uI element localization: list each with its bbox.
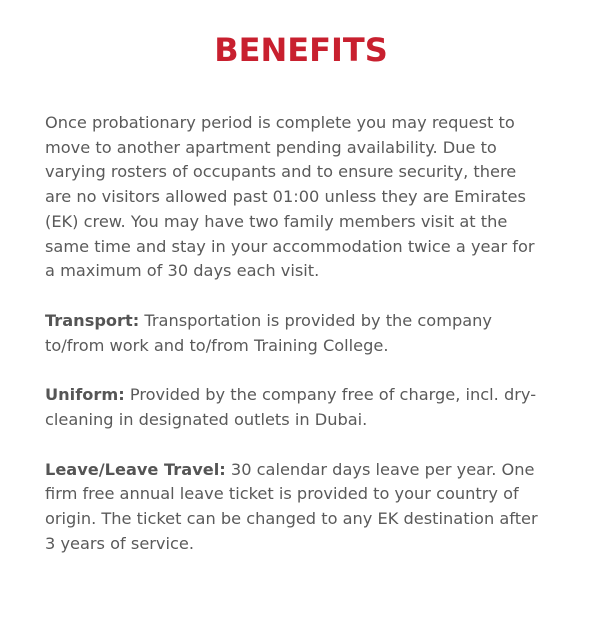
transport-first-line [45,309,560,334]
leave-line: origin. The ticket can be changed to any EK destination after [45,509,538,529]
intro-line: (EK) crew. You may have two family members visit at the [45,211,508,231]
benefits-content [45,111,560,582]
transport-paragraph [45,309,560,358]
intro-line: are no visitors allowed past 01:00 unless they are Emirates [45,187,526,207]
transport-label: Transport: [45,310,140,330]
leave-label: Leave/Leave Travel: [45,459,226,479]
intro-line: move to another apartment pending availability. Due to [45,137,497,157]
intro-line: same time and stay in your accommodation twice a year for [45,236,535,256]
uniform-label: Uniform: [45,385,125,405]
leave-paragraph [45,458,560,557]
transport-line: to/from work and to/from Training College. [45,335,389,355]
leave-text: 30 calendar days leave per year. One [225,459,535,479]
uniform-text: Provided by the company free of charge, incl. dry- [124,385,537,405]
intro-line: varying rosters of occupants and to ensure security, there [45,162,517,182]
leave-line: 3 years of service. [45,533,195,553]
uniform-first-line [45,383,560,408]
uniform-line: cleaning in designated outlets in Dubai. [45,410,368,430]
leave-first-line [45,458,560,483]
intro-paragraph [45,111,560,284]
leave-line: firm free annual leave ticket is provided to your country of [45,484,519,504]
page-title: BENEFITS [214,31,388,69]
transport-text: Transportation is provided by the company [139,310,493,330]
uniform-paragraph [45,383,560,432]
intro-line: a maximum of 30 days each visit. [45,261,320,281]
intro-line: Once probationary period is complete you may request to [45,113,515,132]
